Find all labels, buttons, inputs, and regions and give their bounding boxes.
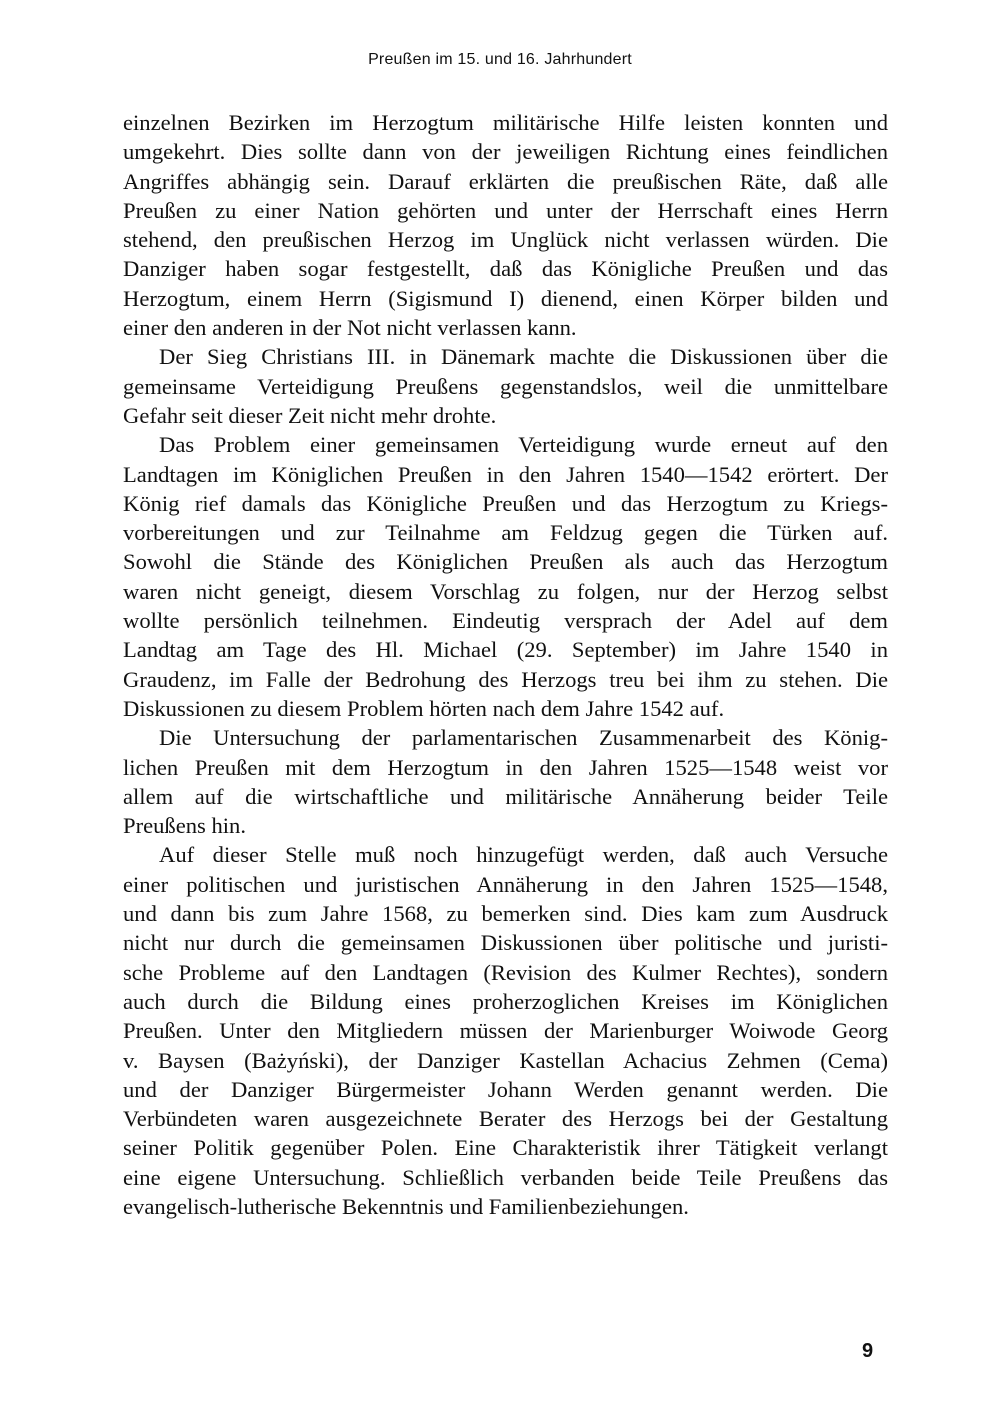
text-line: Auf dieser Stelle muß noch hinzugefügt werden, daß auch Versuche (159, 842, 888, 868)
text-line: und der Danziger Bürgermeister Johann Werden genannt werden. Die (123, 1076, 888, 1102)
text-line: Preußen. Unter den Mitgliedern müssen der Marienburger Woiwode Georg (123, 1018, 888, 1044)
paragraph (123, 108, 888, 342)
text-line: Diskussionen zu diesem Problem hörten nach dem Jahre 1542 auf. (123, 695, 725, 721)
text-line: Der Sieg Christians III. in Dänemark machte die Diskussionen über die (159, 344, 888, 370)
text-line: umgekehrt. Dies sollte dann von der jeweiligen Richtung eines feindlichen (123, 139, 888, 165)
body-text (123, 108, 888, 1221)
text-line: gemeinsame Verteidigung Preußens gegenstandslos, weil die unmittelbare (123, 373, 888, 399)
paragraph (123, 723, 888, 840)
text-line: allem auf die wirtschaftliche und militärische Annäherung beider Teile (123, 783, 888, 809)
text-line: einzelnen Bezirken im Herzogtum militärische Hilfe leisten konnten und (123, 110, 888, 135)
text-line: waren nicht geneigt, diesem Vorschlag zu folgen, nur der Herzog selbst (123, 578, 888, 604)
text-line: Preußens hin. (123, 813, 246, 839)
text-line: nicht nur durch die gemeinsamen Diskussionen über politische und juristi- (123, 930, 888, 956)
running-header: Preußen im 15. und 16. Jahrhundert (368, 51, 632, 68)
text-line: Danziger haben sogar festgestellt, daß das Königliche Preußen und das (123, 256, 888, 282)
paragraph (123, 840, 888, 1221)
text-line: und dann bis zum Jahre 1568, zu bemerken sind. Dies kam zum Ausdruck (123, 901, 888, 927)
text-line: Das Problem einer gemeinsamen Verteidigung wurde erneut auf den (159, 432, 888, 458)
text-line: Angriffes abhängig sein. Darauf erklärten die preußischen Räte, daß alle (123, 168, 888, 194)
text-line: Landtagen im Königlichen Preußen in den Jahren 1540—1542 erörtert. Der (123, 461, 888, 487)
text-line: v. Baysen (Bażyński), der Danziger Kastellan Achacius Zehmen (Cema) (123, 1047, 888, 1073)
text-line: Die Untersuchung der parlamentarischen Zusammenarbeit des König- (159, 725, 888, 751)
page-number: 9 (862, 1340, 874, 1362)
text-line: lichen Preußen mit dem Herzogtum in den Jahren 1525—1548 weist vor (123, 754, 888, 780)
text-line: Verbündeten waren ausgezeichnete Berater des Herzogs bei der Gestaltung (123, 1106, 888, 1132)
text-line: stehend, den preußischen Herzog im Unglück nicht verlassen würden. Die (123, 227, 888, 253)
text-line: vorbereitungen und zur Teilnahme am Feldzug gegen die Türken auf. (123, 520, 888, 546)
paragraph (123, 342, 888, 430)
text-line: wollte persönlich teilnehmen. Eindeutig versprach der Adel auf dem (123, 608, 888, 634)
text-line: König rief damals das Königliche Preußen und das Herzogtum zu Kriegs- (123, 490, 888, 516)
text-line: Preußen zu einer Nation gehörten und unter der Herrschaft eines Herrn (123, 197, 888, 223)
text-line: einer politischen und juristischen Annäherung in den Jahren 1525—1548, (123, 871, 888, 897)
text-line: einer den anderen in der Not nicht verlassen kann. (123, 315, 577, 341)
text-line: seiner Politik gegenüber Polen. Eine Charakteristik ihrer Tätigkeit verlangt (123, 1135, 888, 1161)
text-line: evangelisch-lutherische Bekenntnis und Familienbeziehungen. (123, 1193, 689, 1219)
text-line: Gefahr seit dieser Zeit nicht mehr drohte. (123, 402, 497, 428)
text-line: Herzogtum, einem Herrn (Sigismund I) dienend, einen Körper bilden und (123, 285, 888, 311)
text-line: sche Probleme auf den Landtagen (Revision des Kulmer Rechtes), sondern (123, 959, 888, 985)
text-line: Landtag am Tage des Hl. Michael (29. September) im Jahre 1540 in (123, 637, 888, 663)
paragraph (123, 430, 888, 723)
text-line: eine eigene Untersuchung. Schließlich verbanden beide Teile Preußens das (123, 1164, 888, 1190)
text-line: Graudenz, im Falle der Bedrohung des Herzogs treu bei ihm zu stehen. Die (123, 666, 888, 692)
text-line: auch durch die Bildung eines proherzoglichen Kreises im Königlichen (123, 988, 888, 1014)
text-line: Sowohl die Stände des Königlichen Preußen als auch das Herzogtum (123, 549, 888, 575)
